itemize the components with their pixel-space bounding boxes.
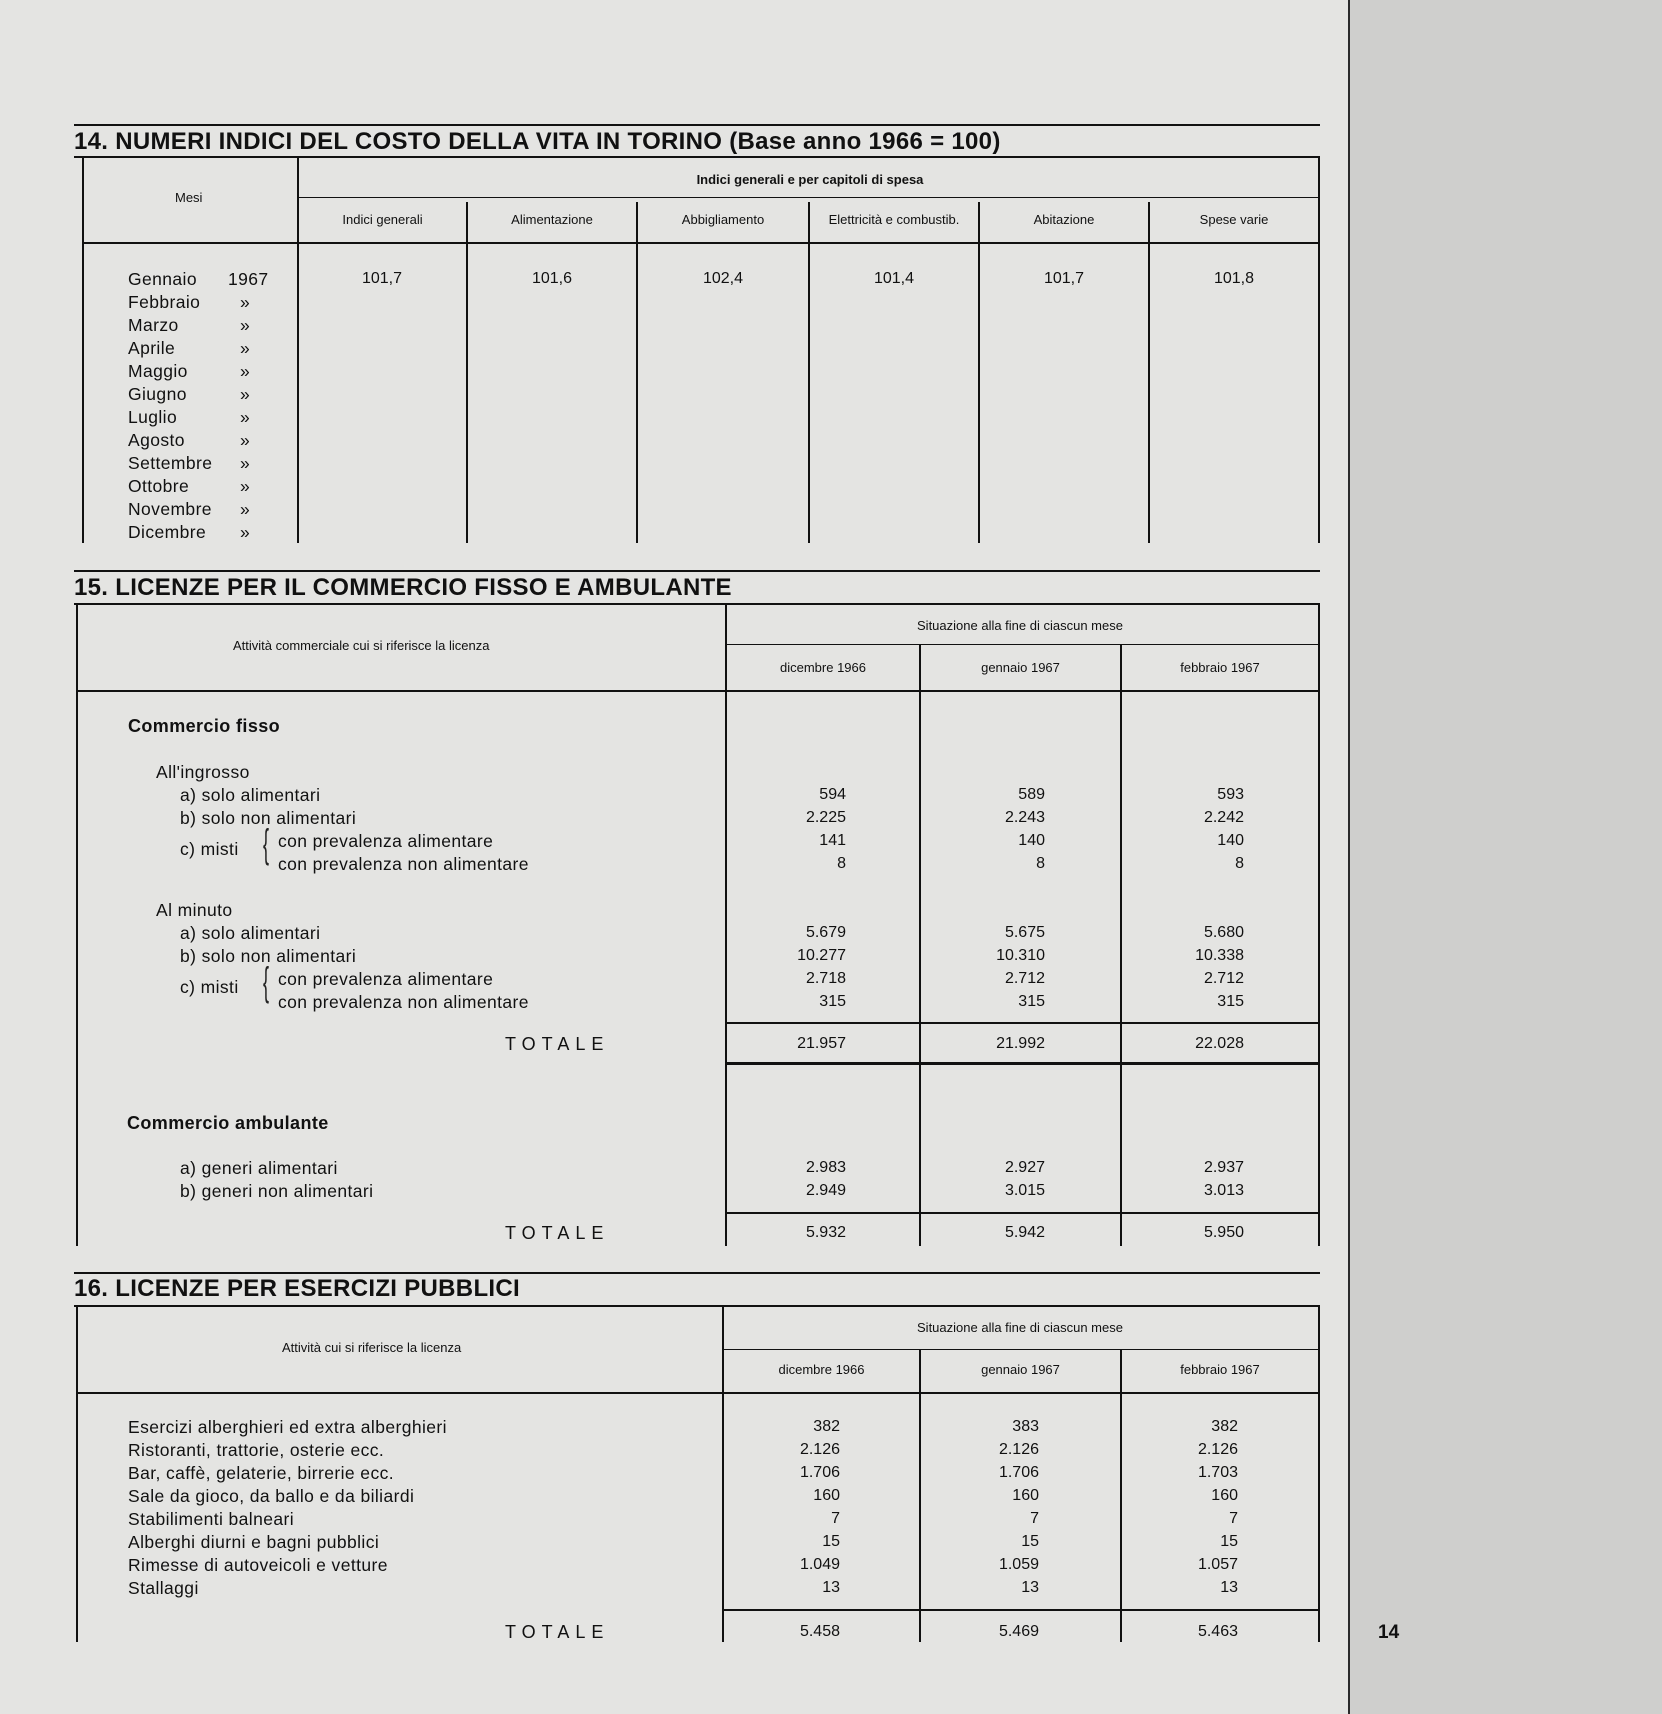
- col-divider: [919, 645, 921, 1246]
- col-header: gennaio 1967: [981, 660, 1060, 675]
- value-cell: 8: [1036, 855, 1045, 872]
- ditto-mark: »: [240, 292, 251, 312]
- month-label: Dicembre: [128, 522, 207, 542]
- total-rule: [725, 1212, 1318, 1214]
- table-border: [1318, 158, 1320, 543]
- row-label: b) solo non alimentari: [180, 946, 357, 966]
- month-label: Novembre: [128, 499, 212, 519]
- row-label: con prevalenza alimentare: [278, 969, 494, 989]
- value-cell: 10.338: [1195, 947, 1244, 964]
- year-label: 1967: [228, 269, 269, 289]
- value-cell: 101,6: [531, 270, 572, 287]
- value-cell: 1.703: [1197, 1464, 1238, 1481]
- value-cell: 101,7: [1043, 270, 1084, 287]
- month-label: Aprile: [128, 338, 176, 358]
- row-label: Sale da gioco, da ballo e da biliardi: [128, 1486, 415, 1506]
- row-label: a) solo alimentari: [180, 785, 321, 805]
- subsection-label: All'ingrosso: [156, 762, 250, 782]
- total-value: 21.992: [996, 1035, 1045, 1052]
- row-label: b) solo non alimentari: [180, 808, 357, 828]
- row-label: c) misti: [180, 977, 239, 997]
- row-label: Ristoranti, trattorie, osterie ecc.: [128, 1440, 385, 1460]
- value-cell: 13: [1220, 1579, 1238, 1596]
- month-label: Agosto: [128, 430, 185, 450]
- total-value: 5.950: [1203, 1224, 1244, 1241]
- total-rule: [725, 1022, 1318, 1024]
- rule: [74, 603, 1320, 605]
- month-label: Giugno: [128, 384, 187, 404]
- row-label: con prevalenza non alimentare: [278, 854, 529, 874]
- value-cell: 3.013: [1203, 1182, 1244, 1199]
- row-label: Rimesse di autoveicoli e vetture: [128, 1555, 388, 1575]
- col-header: Abitazione: [1033, 212, 1095, 227]
- row-label: c) misti: [180, 839, 239, 859]
- month-label: Febbraio: [128, 292, 201, 312]
- value-cell: 315: [1217, 993, 1244, 1010]
- row-label: Alberghi diurni e bagni pubblici: [128, 1532, 380, 1552]
- total-rule: [725, 1062, 1318, 1065]
- col-divider: [808, 202, 810, 543]
- rule: [76, 1392, 1318, 1394]
- value-cell: 7: [831, 1510, 840, 1527]
- col-divider: [978, 202, 980, 543]
- col-header: Elettricità e combustib.: [828, 212, 960, 227]
- mesi-header: Mesi: [175, 190, 203, 205]
- ditto-mark: »: [240, 315, 251, 335]
- value-cell: 101,8: [1213, 270, 1254, 287]
- row-label: a) solo alimentari: [180, 923, 321, 943]
- value-cell: 315: [819, 993, 846, 1010]
- value-cell: 382: [813, 1418, 840, 1435]
- col-header: febbraio 1967: [1180, 1362, 1260, 1377]
- total-label: TOTALE: [505, 1034, 610, 1054]
- col-header: Indici generali: [342, 212, 423, 227]
- row-label: Stallaggi: [128, 1578, 199, 1598]
- rule: [82, 242, 1318, 244]
- total-value: 5.932: [805, 1224, 846, 1241]
- value-cell: 2.126: [998, 1441, 1039, 1458]
- value-cell: 101,7: [361, 270, 402, 287]
- total-value: 5.463: [1197, 1623, 1238, 1640]
- value-cell: 3.015: [1004, 1182, 1045, 1199]
- col-divider: [1120, 1350, 1122, 1642]
- value-cell: 10.310: [996, 947, 1045, 964]
- section-label: Commercio ambulante: [127, 1113, 329, 1133]
- group-header: Situazione alla fine di ciascun mese: [917, 618, 1123, 633]
- value-cell: 383: [1012, 1418, 1039, 1435]
- group-header: Situazione alla fine di ciascun mese: [917, 1320, 1123, 1335]
- value-cell: 315: [1018, 993, 1045, 1010]
- col-header: Alimentazione: [511, 212, 593, 227]
- month-label: Settembre: [128, 453, 213, 473]
- col-divider: [466, 202, 468, 543]
- value-cell: 2.927: [1004, 1159, 1045, 1176]
- total-value: 5.469: [998, 1623, 1039, 1640]
- ditto-mark: »: [240, 384, 251, 404]
- col-header: dicembre 1966: [778, 1362, 865, 1377]
- value-cell: 593: [1217, 786, 1244, 803]
- value-cell: 2.718: [805, 970, 846, 987]
- rule: [76, 690, 1318, 692]
- total-value: 5.942: [1004, 1224, 1045, 1241]
- row-label: b) generi non alimentari: [180, 1181, 374, 1201]
- value-cell: 1.706: [998, 1464, 1039, 1481]
- value-cell: 102,4: [702, 270, 743, 287]
- col-header: Abbigliamento: [681, 212, 765, 227]
- col-divider: [919, 1350, 921, 1642]
- value-cell: 13: [822, 1579, 840, 1596]
- value-cell: 101,4: [873, 270, 914, 287]
- value-cell: 2.242: [1203, 809, 1244, 826]
- value-cell: 2.243: [1004, 809, 1045, 826]
- month-label: Ottobre: [128, 476, 190, 496]
- value-cell: 589: [1018, 786, 1045, 803]
- rule: [725, 644, 1318, 645]
- col-header: Spese varie: [1199, 212, 1269, 227]
- value-cell: 160: [813, 1487, 840, 1504]
- value-cell: 2.712: [1203, 970, 1244, 987]
- value-cell: 7: [1229, 1510, 1238, 1527]
- value-cell: 1.049: [799, 1556, 840, 1573]
- value-cell: 2.225: [805, 809, 846, 826]
- value-cell: 2.949: [805, 1182, 846, 1199]
- value-cell: 7: [1030, 1510, 1039, 1527]
- value-cell: 5.680: [1203, 924, 1244, 941]
- value-cell: 141: [819, 832, 846, 849]
- col-divider: [1148, 202, 1150, 543]
- rule: [722, 1349, 1318, 1350]
- row-label: con prevalenza non alimentare: [278, 992, 529, 1012]
- rule: [297, 197, 1318, 198]
- total-value: 22.028: [1195, 1035, 1244, 1052]
- month-label: Maggio: [128, 361, 188, 381]
- value-cell: 2.712: [1004, 970, 1045, 987]
- attivita-header: Attività commerciale cui si riferisce la licenza: [233, 638, 490, 653]
- col-divider: [297, 158, 299, 543]
- col-divider: [636, 202, 638, 543]
- value-cell: 15: [1021, 1533, 1039, 1550]
- row-label: Stabilimenti balneari: [128, 1509, 294, 1529]
- col-divider: [725, 605, 727, 1246]
- ditto-mark: »: [240, 522, 251, 542]
- value-cell: 13: [1021, 1579, 1039, 1596]
- table15-title: 15. LICENZE PER IL COMMERCIO FISSO E AMBULANTE: [74, 574, 732, 601]
- table16-title: 16. LICENZE PER ESERCIZI PUBBLICI: [74, 1275, 520, 1302]
- page-fold: [1348, 0, 1350, 1714]
- col-header: gennaio 1967: [981, 1362, 1060, 1377]
- col-divider: [722, 1307, 724, 1642]
- value-cell: 8: [1235, 855, 1244, 872]
- rule: [74, 1272, 1320, 1274]
- rule: [74, 1305, 1320, 1307]
- value-cell: 15: [822, 1533, 840, 1550]
- value-cell: 2.126: [799, 1441, 840, 1458]
- brace-glyph: {: [263, 822, 270, 866]
- value-cell: 2.937: [1203, 1159, 1244, 1176]
- table-border: [1318, 605, 1320, 1246]
- col-divider: [1120, 645, 1122, 1246]
- value-cell: 140: [1217, 832, 1244, 849]
- page-number: 14: [1378, 1622, 1400, 1643]
- rule: [74, 124, 1320, 126]
- value-cell: 160: [1211, 1487, 1238, 1504]
- value-cell: 160: [1012, 1487, 1039, 1504]
- rule: [74, 156, 1320, 158]
- row-label: con prevalenza alimentare: [278, 831, 494, 851]
- attivita-header: Attività cui si riferisce la licenza: [282, 1340, 462, 1355]
- table-border: [82, 158, 84, 543]
- ditto-mark: »: [240, 453, 251, 473]
- col-header: dicembre 1966: [780, 660, 866, 675]
- ditto-mark: »: [240, 430, 251, 450]
- row-label: Bar, caffè, gelaterie, birrerie ecc.: [128, 1463, 395, 1483]
- col-header: febbraio 1967: [1180, 660, 1260, 675]
- value-cell: 594: [819, 786, 846, 803]
- table-border: [76, 1307, 78, 1642]
- rule: [74, 570, 1320, 572]
- ditto-mark: »: [240, 361, 251, 381]
- ditto-mark: »: [240, 499, 251, 519]
- value-cell: 15: [1220, 1533, 1238, 1550]
- ditto-mark: »: [240, 338, 251, 358]
- total-value: 21.957: [797, 1035, 846, 1052]
- value-cell: 382: [1211, 1418, 1238, 1435]
- total-rule: [722, 1609, 1318, 1611]
- value-cell: 8: [837, 855, 846, 872]
- ditto-mark: »: [240, 476, 251, 496]
- value-cell: 1.057: [1197, 1556, 1238, 1573]
- total-value: 5.458: [799, 1623, 840, 1640]
- row-label: Esercizi alberghieri ed extra alberghieri: [128, 1417, 447, 1437]
- table-border: [1318, 1307, 1320, 1642]
- group-header: Indici generali e per capitoli di spesa: [696, 172, 924, 187]
- table14-title: 14. NUMERI INDICI DEL COSTO DELLA VITA IN TORINO (Base anno 1966 = 100): [74, 128, 1001, 155]
- ditto-mark: »: [240, 407, 251, 427]
- subsection-label: Al minuto: [156, 900, 233, 920]
- total-label: TOTALE: [505, 1223, 610, 1243]
- value-cell: 10.277: [797, 947, 846, 964]
- value-cell: 2.983: [805, 1159, 846, 1176]
- value-cell: 140: [1018, 832, 1045, 849]
- value-cell: 5.675: [1004, 924, 1045, 941]
- section-label: Commercio fisso: [128, 716, 281, 736]
- value-cell: 5.679: [805, 924, 846, 941]
- row-label: a) generi alimentari: [180, 1158, 338, 1178]
- brace-glyph: {: [263, 960, 270, 1004]
- month-label: Luglio: [128, 407, 178, 427]
- month-label: Gennaio: [128, 269, 197, 289]
- total-label: TOTALE: [505, 1622, 610, 1642]
- table-border: [76, 605, 78, 1246]
- value-cell: 1.706: [799, 1464, 840, 1481]
- value-cell: 1.059: [998, 1556, 1039, 1573]
- month-label: Marzo: [128, 315, 179, 335]
- value-cell: 2.126: [1197, 1441, 1238, 1458]
